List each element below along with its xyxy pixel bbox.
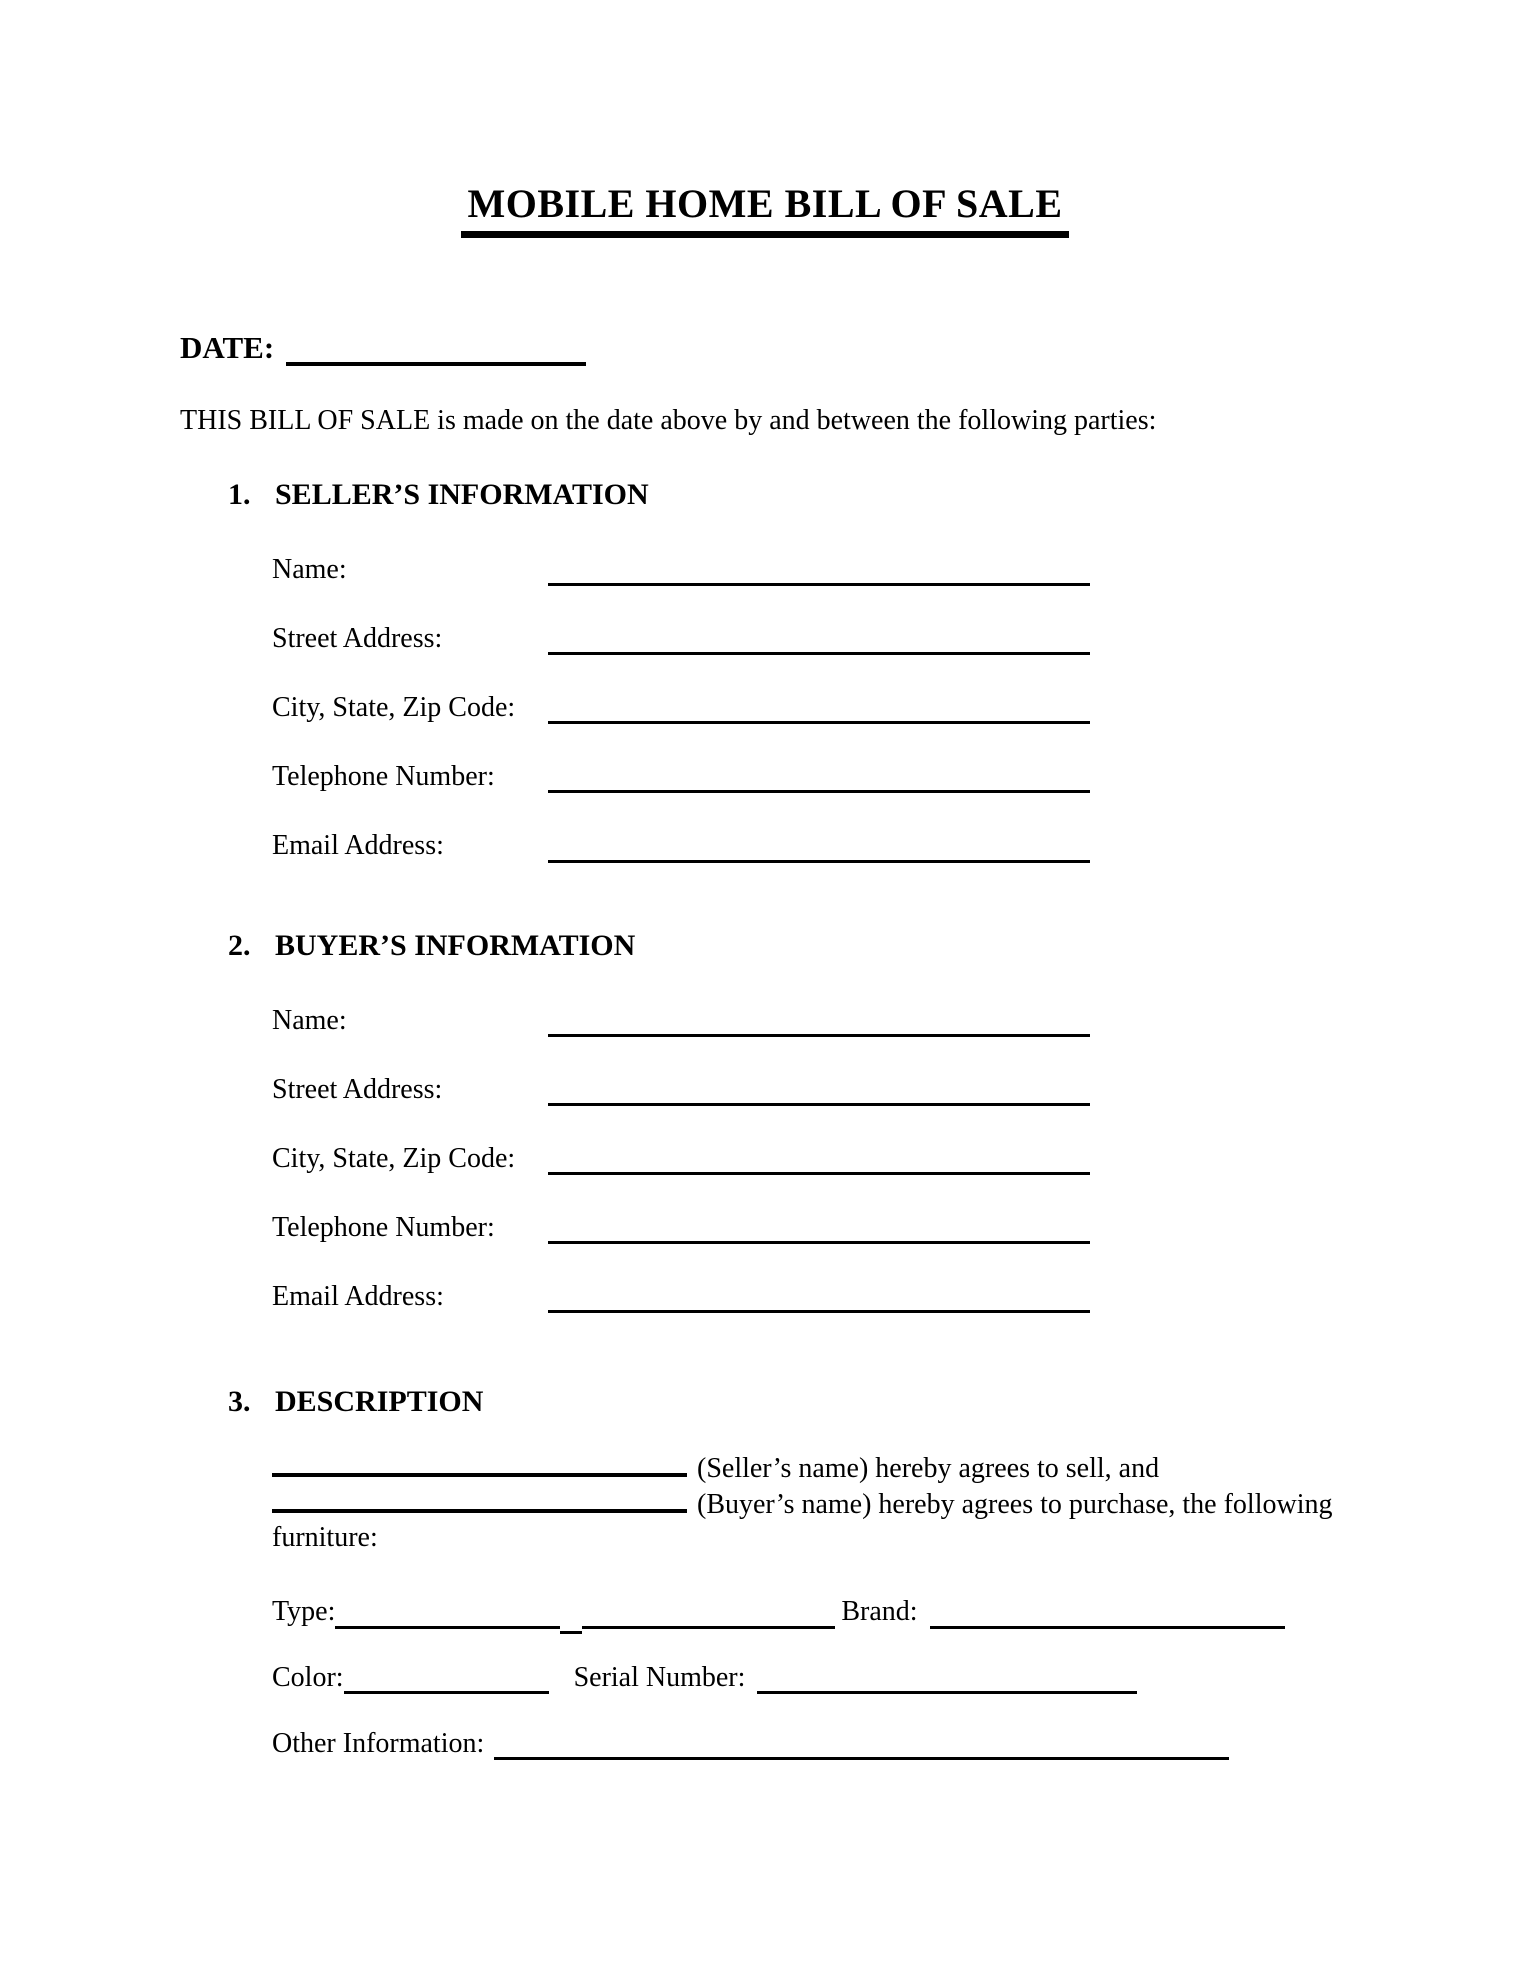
- serial-number-blank-line: [757, 1665, 1137, 1694]
- buyer-fields: [180, 1005, 1350, 1314]
- color-label: Color:: [272, 1661, 344, 1693]
- type-blank-line-1: [335, 1600, 560, 1629]
- buyer-name-blank-line: [548, 1008, 1090, 1037]
- type-brand-row: [272, 1596, 1350, 1628]
- description-section-title: DESCRIPTION: [275, 1385, 484, 1419]
- description-section-number: 3.: [228, 1385, 251, 1419]
- seller-city-row: [272, 692, 1350, 724]
- buyer-name-row: [272, 1005, 1350, 1037]
- intro-text: THIS BILL OF SALE is made on the date above by and between the following parties:: [180, 405, 1157, 436]
- buyer-clause-text: (Buyer’s name) hereby agrees to purchase, the following: [697, 1489, 1333, 1521]
- type-label: Type:: [272, 1596, 336, 1628]
- other-information-label: Other Information:: [272, 1727, 485, 1759]
- page-title: [180, 0, 1350, 238]
- other-information-row: [272, 1728, 1350, 1760]
- buyer-email-blank-line: [548, 1284, 1090, 1313]
- type-blank-line-2: [582, 1600, 835, 1629]
- buyer-street-row: [272, 1074, 1350, 1106]
- seller-section-heading: [228, 478, 1350, 512]
- seller-phone-label: Telephone Number:: [272, 761, 495, 793]
- seller-street-blank-line: [548, 626, 1090, 655]
- serial-number-label: Serial Number:: [573, 1661, 746, 1693]
- seller-fields: [180, 554, 1350, 863]
- buyer-phone-label: Telephone Number:: [272, 1212, 495, 1244]
- buyer-name-label: Name:: [272, 1004, 347, 1036]
- buyer-section-number: 2.: [228, 928, 251, 962]
- date-blank-line: [286, 332, 586, 366]
- brand-label: Brand:: [841, 1596, 918, 1628]
- seller-clause-text: (Seller’s name) hereby agrees to sell, and: [697, 1453, 1160, 1485]
- buyer-email-row: [272, 1281, 1350, 1313]
- buyer-name-fill-blank-line: [272, 1485, 687, 1513]
- seller-email-label: Email Address:: [272, 830, 444, 862]
- description-section: [180, 1385, 1350, 1760]
- color-blank-line: [344, 1665, 549, 1694]
- seller-name-row: [272, 554, 1350, 586]
- buyer-section-heading: [228, 929, 1350, 963]
- buyer-clause-line: [272, 1485, 1350, 1521]
- date-label: DATE:: [180, 330, 275, 365]
- buyer-section-title: BUYER’S INFORMATION: [275, 928, 636, 962]
- buyer-city-label: City, State, Zip Code:: [272, 1142, 516, 1174]
- buyer-phone-row: [272, 1212, 1350, 1244]
- buyer-street-label: Street Address:: [272, 1073, 443, 1105]
- buyer-phone-blank-line: [548, 1215, 1090, 1244]
- seller-city-label: City, State, Zip Code:: [272, 691, 516, 723]
- date-row: [180, 330, 1350, 366]
- color-serial-row: [272, 1662, 1350, 1694]
- seller-name-fill-blank-line: [272, 1449, 687, 1477]
- brand-blank-line: [930, 1600, 1285, 1629]
- description-clauses: [272, 1449, 1350, 1554]
- buyer-city-row: [272, 1143, 1350, 1175]
- furniture-text: furniture:: [272, 1522, 378, 1554]
- seller-section: [180, 478, 1350, 863]
- buyer-email-label: Email Address:: [272, 1281, 444, 1313]
- other-information-blank-line: [494, 1731, 1229, 1760]
- seller-email-blank-line: [548, 834, 1090, 863]
- seller-clause-line: [272, 1449, 1350, 1485]
- description-section-heading: [228, 1385, 1350, 1419]
- seller-street-row: [272, 623, 1350, 655]
- seller-phone-blank-line: [548, 764, 1090, 793]
- seller-section-title: SELLER’S INFORMATION: [275, 477, 649, 511]
- buyer-city-blank-line: [548, 1146, 1090, 1175]
- seller-section-number: 1.: [228, 477, 251, 511]
- seller-email-row: [272, 830, 1350, 862]
- seller-phone-row: [272, 761, 1350, 793]
- seller-street-label: Street Address:: [272, 622, 443, 654]
- seller-name-label: Name:: [272, 553, 347, 585]
- type-blank-joint: [560, 1605, 582, 1634]
- seller-name-blank-line: [548, 557, 1090, 586]
- seller-city-blank-line: [548, 695, 1090, 724]
- buyer-section: [180, 929, 1350, 1314]
- buyer-street-blank-line: [548, 1077, 1090, 1106]
- page-title-text: MOBILE HOME BILL OF SALE: [461, 182, 1068, 238]
